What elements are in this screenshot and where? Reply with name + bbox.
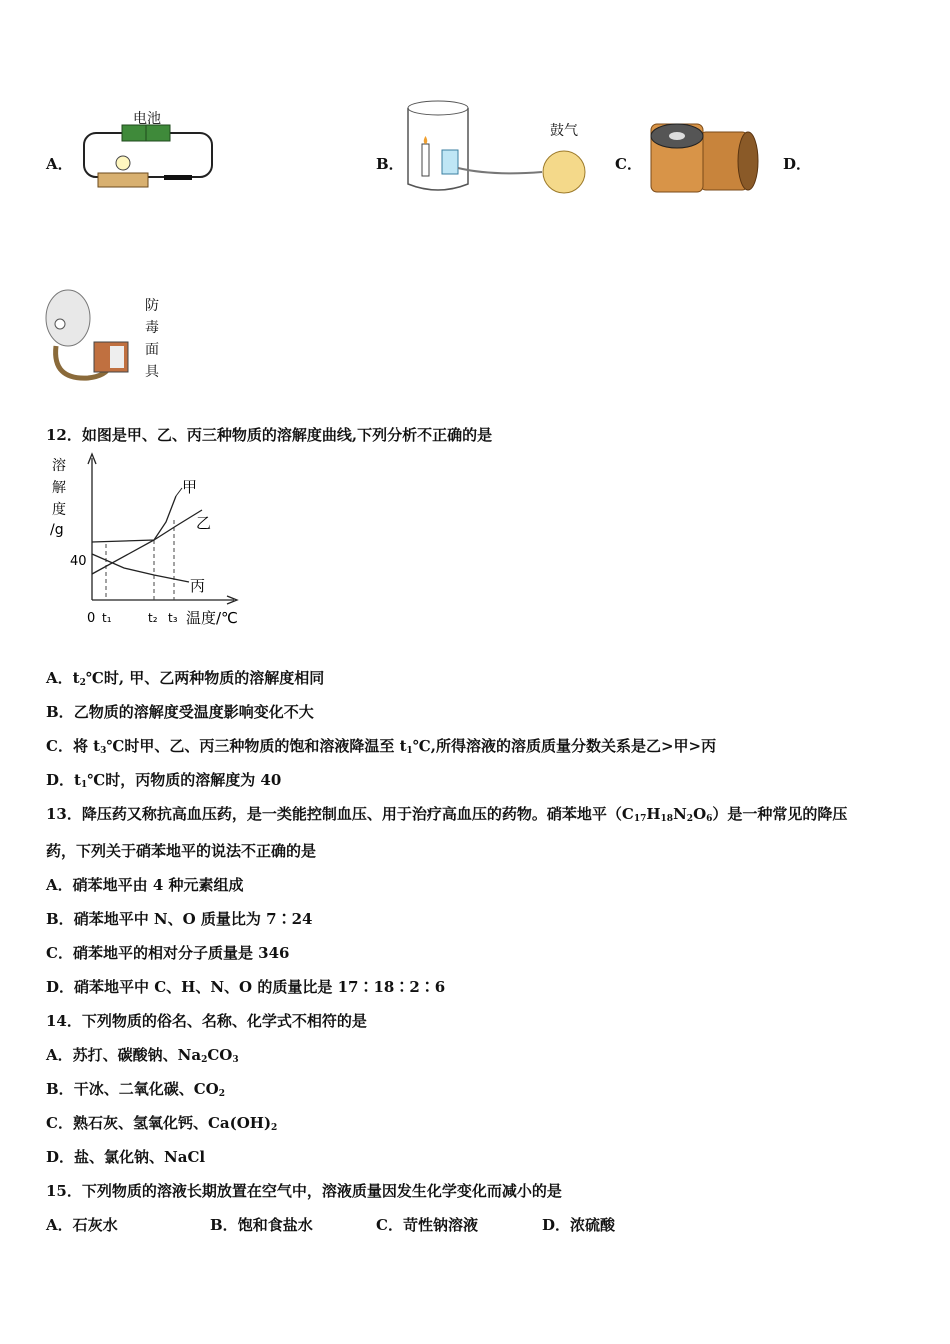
- q12-option-a: A．$t_2℃$时, 甲、乙两种物质的溶解度相同: [46, 669, 325, 688]
- q15-option-b: B．饱和食盐水: [210, 1216, 313, 1234]
- series-jia: [92, 496, 176, 574]
- gas-mask-label-char: 具: [145, 364, 159, 380]
- series-jia-label: 甲: [182, 478, 198, 496]
- q12-option-b: B．乙物质的溶解度受温度影响变化不大: [46, 703, 314, 721]
- q14-option-b: B．干冰、二氧化碳、$CO_2$: [46, 1080, 225, 1099]
- q15-option-c: C．苛性钠溶液: [376, 1216, 478, 1234]
- q13-option-b: B．硝苯地平中 N、O 质量比为 7∶24: [46, 910, 313, 928]
- series-bing-label: 丙: [190, 577, 206, 595]
- gas-mask-image: [44, 288, 139, 388]
- gas-mask-label-char: 面: [145, 342, 159, 358]
- q13-stem-line2: 药，下列关于硝苯地平的说法不正确的是: [46, 842, 317, 860]
- gas-mask-label: [145, 295, 163, 383]
- solubility-chart: [44, 452, 249, 632]
- copper-wire-spools-image: [645, 118, 760, 200]
- q12-option-d: D．$t_1℃$时，丙物质的溶解度为 40: [46, 771, 282, 790]
- q15-stem: 15．下列物质的溶液长期放置在空气中，溶液质量因发生化学变化而减小的是: [46, 1182, 562, 1200]
- y-label-char: 溶: [52, 458, 66, 474]
- q11-option-a-letter: A．: [46, 155, 73, 173]
- q11-option-c-letter: C．: [615, 155, 642, 173]
- q11-option-d-letter: D．: [783, 155, 812, 173]
- x-tick-0: 0: [87, 611, 96, 626]
- series-yi-label: 乙: [196, 514, 212, 532]
- q12-option-c: C．将 $t_3℃$时甲、乙、丙三种物质的饱和溶液降温至 $t_1℃$,所得溶液的溶质质量分数关系是乙>甲>丙: [46, 737, 717, 756]
- y-label-char: 解: [52, 480, 66, 496]
- gas-mask-label-char: 防: [145, 298, 159, 314]
- q14-option-d: D．盐、氯化钠、NaCl: [46, 1148, 206, 1166]
- gas-mask-label-char: 毒: [145, 320, 159, 336]
- q11-option-b-letter: B．: [376, 155, 404, 173]
- q14-option-a: A．苏打、碳酸钠、$Na_2CO_3$: [46, 1046, 239, 1065]
- q15-option-d: D．浓硫酸: [542, 1216, 616, 1234]
- battery-label: 电池: [133, 111, 161, 127]
- y-tick-40: 40: [70, 554, 87, 569]
- x-tick-t2: t₂: [148, 611, 158, 625]
- series-yi: [92, 510, 202, 542]
- x-tick-t1: t₁: [102, 611, 112, 625]
- y-label-char: /g: [50, 522, 64, 538]
- q14-stem: 14．下列物质的俗名、名称、化学式不相符的是: [46, 1012, 367, 1030]
- q14-option-c: C．熟石灰、氢氧化钙、$Ca(OH)_2$: [46, 1114, 278, 1133]
- y-label-char: 度: [52, 502, 66, 518]
- x-tick-t3: t₃: [168, 611, 178, 625]
- q13-option-d: D．硝苯地平中 C、H、N、O 的质量比是 17∶18∶2∶6: [46, 978, 446, 996]
- q13-option-c: C．硝苯地平的相对分子质量是 346: [46, 944, 290, 962]
- q13-option-a: A．硝苯地平由 4 种元素组成: [46, 876, 244, 894]
- candle-jar-image: [402, 96, 597, 201]
- pump-label: 鼓气: [550, 123, 578, 139]
- q13-stem-line1: 13．降压药又称抗高血压药，是一类能控制血压、用于治疗高血压的药物。硝苯地平$(C_{17}H_{18}N_2O_6)$是一种常见的降压: [46, 805, 848, 824]
- q15-option-a: A．石灰水: [46, 1216, 118, 1234]
- q12-stem: 12．如图是甲、乙、丙三种物质的溶解度曲线,下列分析不正确的是: [46, 426, 493, 444]
- x-axis-label: 温度/℃: [186, 609, 238, 627]
